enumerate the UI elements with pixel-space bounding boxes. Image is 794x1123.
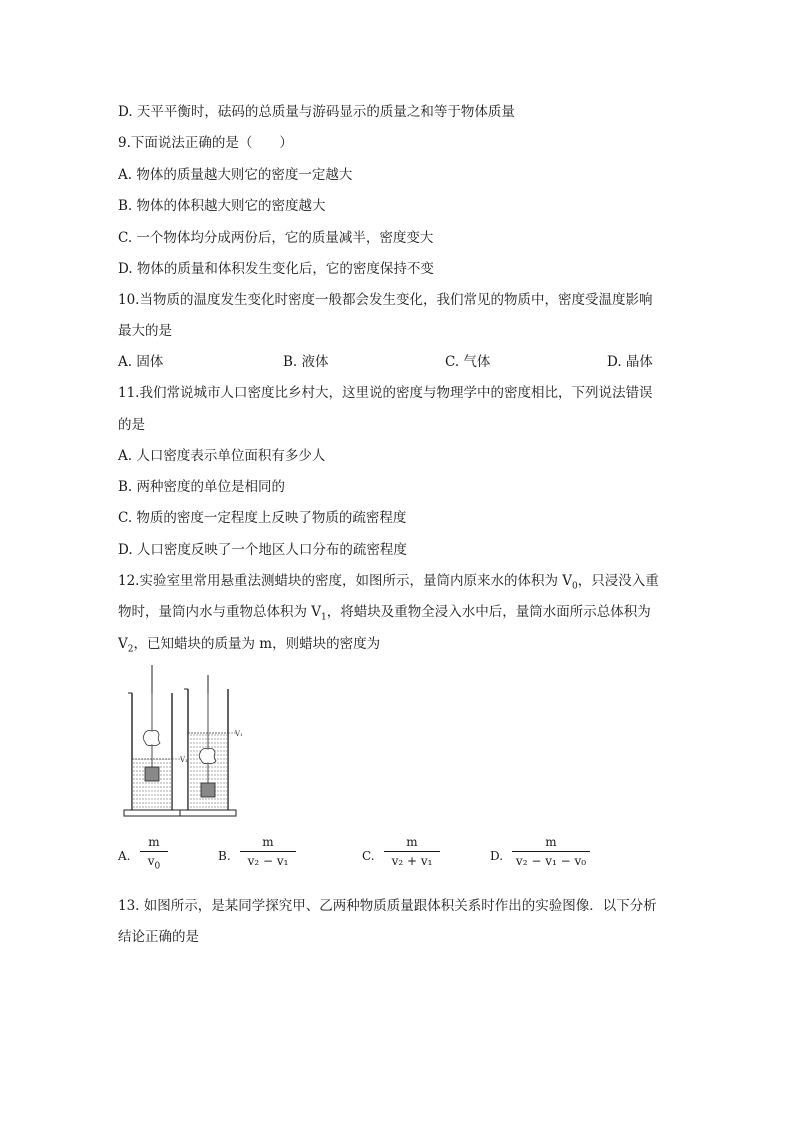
q12-option-c-label: C. [362, 849, 375, 863]
q11-stem-line1: 11.我们常说城市人口密度比乡村大，这里说的密度与物理学中的密度相比，下列说法错误 [118, 385, 653, 401]
q10-stem-line1: 10.当物质的温度发生变化时密度一般都会发生变化，我们常见的物质中，密度受温度影响 [118, 292, 653, 308]
q10-option-a: A. 固体 [118, 354, 164, 370]
q8-option-d: D. 天平平衡时，砝码的总质量与游码显示的质量之和等于物体质量 [118, 104, 515, 120]
q12-option-a-label: A. [118, 849, 131, 863]
q9-option-a: A. 物体的质量越大则它的密度一定越大 [118, 167, 353, 183]
q9-option-b: B. 物体的体积越大则它的密度越大 [118, 198, 326, 214]
q12-stem-line3: $V_2$，已知蜡块的质量为 m，则蜡块的密度为 [118, 636, 381, 655]
q11-option-c: C. 物质的密度一定程度上反映了物质的疏密程度 [118, 510, 407, 526]
label-v1-right: V₁ [235, 730, 243, 738]
q10-option-b: B. 液体 [283, 354, 329, 370]
q10-option-c: C. 气体 [445, 354, 491, 370]
q12-stem-line1: 12.实验室里常用悬重法测蜡块的密度，如图所示，量筒内原来水的体积为 $V_0$，只浸没入重 [118, 573, 659, 592]
right-cylinder [180, 675, 236, 816]
q12-option-d-fraction: $\frac{m}{\text{v₂ − v₁ − v₀}}$ [512, 835, 590, 868]
q12-stem-line2: 物时，量筒内水与重物总体积为 $V_1$，将蜡块及重物全浸入水中后，量筒水面所示总体积为 [118, 604, 651, 623]
q11-stem-line2: 的是 [118, 417, 145, 433]
left-cylinder [124, 665, 182, 816]
q9-option-d: D. 物体的质量和体积发生变化后，它的密度保持不变 [118, 261, 434, 277]
q12-option-c-fraction: $\frac{m}{\text{v₂ + v₁}}$ [384, 835, 440, 868]
q11-option-d: D. 人口密度反映了一个地区人口分布的疏密程度 [118, 542, 407, 558]
q11-option-a: A. 人口密度表示单位面积有多少人 [118, 448, 326, 464]
q13-stem-line2: 结论正确的是 [118, 929, 199, 945]
q10-option-d: D. 晶体 [607, 354, 653, 370]
q12-option-d-label: D. [490, 849, 504, 863]
q10-stem-line2: 最大的是 [118, 323, 172, 339]
q13-stem-line1: 13. 如图所示，是某同学探究甲、乙两种物质质量跟体积关系时作出的实验图像．以下分析 [118, 898, 657, 914]
q12-option-a-fraction: $\frac{m}{v_0}$ [140, 835, 168, 871]
q12-option-b-fraction: $\frac{m}{\text{v₂ − v₁}}$ [240, 835, 296, 868]
q9-stem: 9.下面说法正确的是（ ） [118, 135, 293, 151]
label-v1-left: V₁ [180, 756, 188, 764]
q9-option-c: C. 一个物体均分成两份后，它的质量减半，密度变大 [118, 230, 434, 246]
q11-option-b: B. 两种密度的单位是相同的 [118, 479, 286, 495]
cylinders-figure [118, 665, 258, 825]
q12-option-b-label: B. [218, 849, 231, 863]
